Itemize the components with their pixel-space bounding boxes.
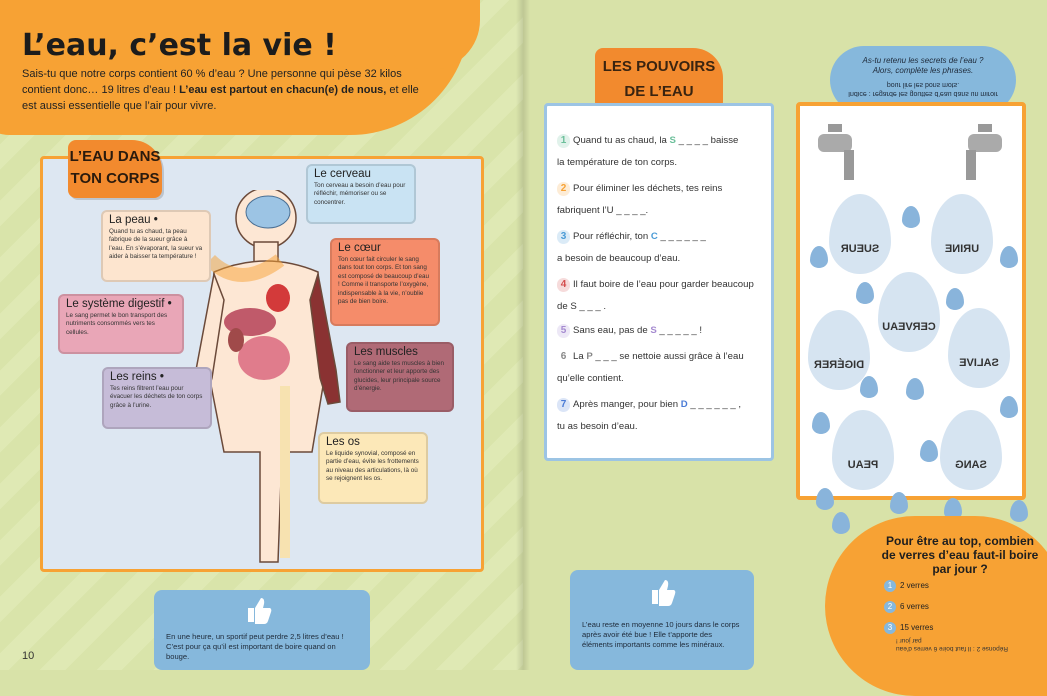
question-number: 5 [557,324,570,338]
thumbs-up-icon [246,596,272,624]
small-drop-icon [902,206,920,228]
q-letter: C [650,231,658,242]
intro-text [22,66,422,114]
tip-text: L’eau reste en moyenne 10 jours dans le corps après avoir été bue ! Elle t’apporte des éléments importants comme les minéraux. [582,620,740,649]
quiz-option-label: 2 verres [900,581,929,590]
q-blanks: _ _ _ _ _ _ , [687,399,742,410]
question-5 [557,320,771,342]
intro-part-2: et elle est aussi essentielle que l’air pour vivre. [22,84,419,112]
page-number: 10 [22,650,35,662]
hint-mirror: Indice : regarde les gouttes d’eau dans un miroir pour lire les bons mots. [848,81,998,97]
q-letter: S [650,325,657,336]
question-number: 7 [557,398,570,412]
tap-icon [960,124,1010,182]
book-spine [516,0,530,670]
organ-box-peau [101,210,211,282]
q-line2: a besoin de beaucoup d’eau. [557,253,681,264]
intro-part-1: Sais-tu que notre corps contient 60 % d’eau ? Une personne qui pèse 32 kilos contient donc… 19 litres d’eau ! [22,68,402,96]
small-drop-icon [860,376,878,398]
intro-bold: L’eau est partout en chacun(e) de nous, [179,84,387,96]
drop-word: SUEUR [840,242,880,255]
q-part-a: Sans eau, pas de [573,325,651,336]
q-blanks: _ _ _ _ _ ! [656,325,703,336]
organ-title: Le système digestif • [66,300,176,309]
q-letter: D [680,399,688,410]
torso [210,261,324,562]
q-blanks: _ _ _ _ [675,135,711,146]
question-number: 4 [557,278,570,292]
organ-text: Le liquide synovial, composé en partie d’eau, évite les frottements au niveau des articulations, là où se rejoignent les os. [326,449,419,482]
drop-word: SALIVE [959,356,999,369]
question-number: 2 [557,182,570,196]
quiz-option-label: 15 verres [900,623,934,632]
organ-text: Le sang permet le bon transport des nutriments consommés vers tes cellules. [66,311,168,336]
quiz-option-3[interactable] [884,622,933,634]
organ-text: Quand tu as chaud, ta peau fabrique de la sueur grâce à l’eau. En s’évaporant, la sueur va aider à baisser ta température ! [109,227,203,260]
intestines [238,336,290,380]
organ-title: La peau • [109,216,203,225]
q-line2: tu as besoin d’eau. [557,421,638,432]
hint-line2: Alors, complète les phrases. [872,66,974,75]
hint-line1: As-tu retenu les secrets de l’eau ? [862,56,984,65]
question-1 [557,130,771,174]
left-page [0,0,523,670]
q-part-a: Il faut boire de l’eau pour garder beaucoup [573,279,754,290]
small-drop-icon [1000,246,1018,268]
organ-text: Tes reins filtrent l’eau pour évacuer les déchets de ton corps grâce à l’urine. [110,384,203,409]
question-number: 1 [557,134,570,148]
organ-box-coeur [330,238,440,326]
organ-box-muscles [346,342,454,412]
small-drop-icon [946,288,964,310]
question-4 [557,274,771,318]
question-number: 3 [557,230,570,244]
question-number: 6 [560,351,567,362]
quiz-answer-mirror: Réponse 2 : Il faut boire 6 verres d’eau par jour ! [896,637,1009,652]
organ-title: Les os [326,436,360,448]
organ-box-cerveau [306,164,416,224]
q-line2: qu’elle contient. [557,373,624,384]
question-7 [557,394,771,438]
page-title: L’eau, c’est la vie ! [22,28,337,63]
small-drop-icon [810,246,828,268]
small-drop-icon [816,488,834,510]
organ-box-digestif [58,294,184,354]
organ-text: Le sang aide tes muscles à bien fonctionner et leur apporte des glucides, leur principale source d’énergie. [354,359,444,392]
organ-text: Ton cerveau a besoin d’eau pour réfléchir, mémoriser ou se concentrer. [314,181,406,206]
q-part-a: Pour réfléchir, ton [573,231,651,242]
quiz-option-label: 6 verres [900,602,929,611]
tap-icon [810,124,860,182]
kidney [228,328,244,352]
small-drop-icon [812,412,830,434]
drop-word: URINE [944,242,980,255]
organ-title: Les reins • [110,373,204,382]
tip-text: En une heure, un sportif peut perdre 2,5 litres d’eau ! C’est pour ça qu’il est important de boire quand on bouge. [166,632,344,661]
q-letter: S [669,135,676,146]
thumbs-up-icon [650,578,676,606]
q-part-b: se nettoie aussi grâce à l’eau [619,351,744,362]
section-tag-line2: TON CORPS [70,170,160,187]
quiz-option-1[interactable] [884,580,929,592]
pouvoirs-tag-line1: LES POUVOIRS [602,58,716,75]
q-part-a: Après manger, pour bien [573,399,681,410]
quiz-option-number: 3 [884,622,896,634]
section-tag [68,140,162,198]
organ-box-reins [102,367,212,429]
pouvoirs-tag [595,48,723,110]
quiz-option-number: 2 [884,601,896,613]
question-6 [557,346,771,390]
q-part-a: Quand tu as chaud, la [573,135,670,146]
small-drop-icon [1000,396,1018,418]
brain [246,196,290,228]
quiz-option-number: 1 [884,580,896,592]
q-letter: P [586,351,593,362]
drop-word: PEAU [847,458,879,471]
pouvoirs-tag-line2: DE L’EAU [624,83,694,100]
small-drop-icon [920,440,938,462]
organ-title: Le cœur [338,242,381,254]
drop-word: CERVEAU [882,320,936,333]
organ-title: Les muscles [354,346,418,358]
q-line2: fabriquent l’U _ _ _ _. [557,205,649,216]
q-blanks: _ _ _ [592,351,620,362]
organ-title: Le cerveau [314,168,371,180]
small-drop-icon [856,282,874,304]
q-part-a: Pour éliminer les déchets, tes reins [573,183,723,194]
drop-word: DIGÉRER [813,358,865,371]
q-blanks: _ _ _ _ _ _ [657,231,706,242]
q-line2: la température de ton corps. [557,157,677,168]
q-part-a: La [573,351,587,362]
quiz-option-2[interactable] [884,601,929,613]
small-drop-icon [906,378,924,400]
small-drop-icon [1010,500,1028,522]
drop-word: SANG [955,458,987,471]
organ-text: Ton cœur fait circuler le sang dans tout ton corps. Et ton sang est composé de beaucoup d’eau ! Comme il transporte l’oxygène, indispensable à la vie, n’oublie pas de bien boire. [338,255,430,305]
small-drop-icon [890,492,908,514]
section-tag-line1: L’EAU DANS [69,148,161,165]
question-2 [557,178,771,222]
q-part-b: baisse [710,135,739,146]
bone [280,386,290,558]
q-line2: de S _ _ _ . [557,301,607,312]
question-3 [557,226,771,270]
quiz-question: Pour être au top, combien de verres d’eau faut-il boire par jour ? [881,534,1039,576]
small-drop-icon [832,512,850,534]
organ-box-os [318,432,428,504]
heart [266,284,290,312]
